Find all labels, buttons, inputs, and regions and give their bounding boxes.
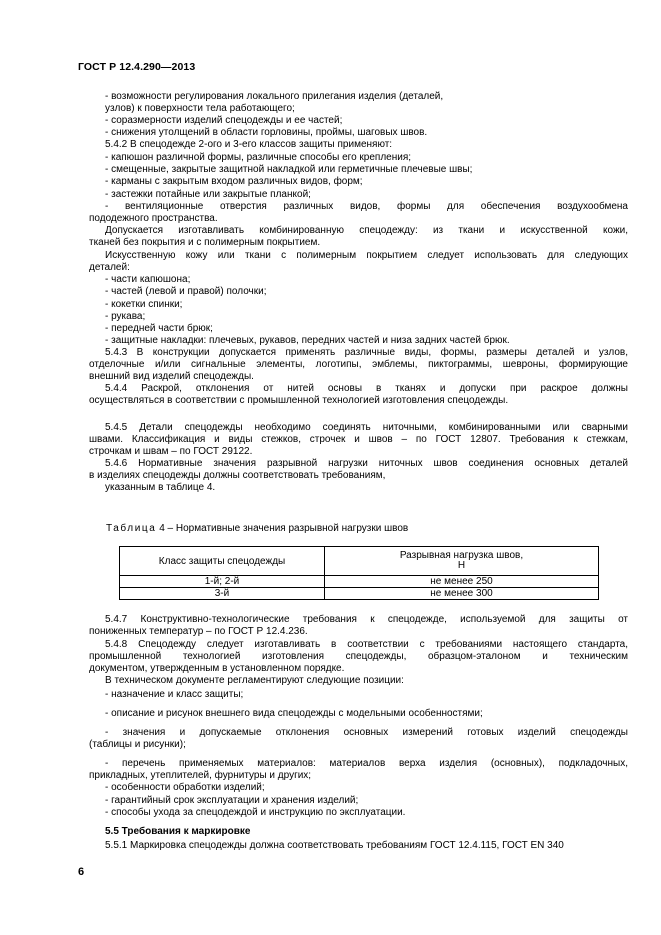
text-line: строчкам и швам – по ГОСТ 29122. xyxy=(89,446,253,457)
text-line: 5.4.8 Спецодежду следует изготавливать в соответствии с требованиями настоящего стандарта, xyxy=(105,639,628,650)
text-line: Искусственную кожу или ткани с полимерным покрытием следует использовать для следующих xyxy=(105,250,628,261)
text-line: 5.4.4 Раскрой, отклонения от нитей основы в тканях и допуски при раскрое должны xyxy=(105,383,628,394)
text-line: - способы ухода за спецодеждой и инструкцию по эксплуатации. xyxy=(105,807,406,818)
text-line: 5.4.6 Нормативные значения разрывной нагрузки ниточных швов соединения основных деталей xyxy=(105,458,628,469)
header-load-unit: Н xyxy=(457,560,466,571)
text-line: - защитные накладки: плечевых, рукавов, передних частей и низа задних частей брюк. xyxy=(105,335,510,346)
text-line: 5.4.3 В конструкции допускается применять различные виды, формы, размеры деталей и узлов, xyxy=(105,347,628,358)
text-line: В техническом документе регламентируют следующие позиции: xyxy=(105,675,404,686)
text-line: - карманы с закрытым входом различных видов, форм; xyxy=(105,176,363,187)
text-line: - передней части брюк; xyxy=(105,323,213,334)
text-line: деталей: xyxy=(89,262,130,273)
text-line: 5.4.5 Детали спецодежды необходимо соединять ниточными, комбинированными или сварными xyxy=(105,422,628,433)
text-line: - вентиляционные отверстия различных видов, формы для обеспечения воздухообмена xyxy=(105,201,628,212)
cell-load: не менее 300 xyxy=(325,588,599,600)
text-line: в изделиях спецодежды должны соответствовать требованиям, xyxy=(89,470,386,481)
cell-load: не менее 250 xyxy=(325,576,599,588)
text-line: указанным в таблице 4. xyxy=(105,482,216,493)
text-line: (таблицы и рисунки); xyxy=(89,739,186,750)
text-line: - значения и допускаемые отклонения основных измерений готовых изделий спецодежды xyxy=(105,727,628,738)
table-row xyxy=(120,576,599,588)
text-line: - застежки потайные или закрытые планкой; xyxy=(105,189,311,200)
header-class: Класс защиты спецодежды xyxy=(120,547,325,576)
section-heading: 5.5 Требования к маркировке xyxy=(105,826,251,837)
text-line: - соразмерности изделий спецодежды и ее частей; xyxy=(105,115,343,126)
cell-class: 3-й xyxy=(120,588,325,600)
text-line: - гарантийный срок эксплуатации и хранения изделий; xyxy=(105,795,359,806)
table-caption xyxy=(106,523,408,534)
table-4 xyxy=(119,546,599,600)
text-line: пододежного пространства. xyxy=(89,213,218,224)
text-line: пониженных температур – по ГОСТ Р 12.4.236. xyxy=(89,626,308,637)
text-line: внешний вид изделий спецодежды. xyxy=(89,371,254,382)
table-header-row xyxy=(120,547,599,576)
text-line: - смещенные, закрытые защитной накладкой или герметичные плечевые швы; xyxy=(105,164,473,175)
page-number: 6 xyxy=(78,866,85,878)
text-line: промышленной технологией изготовления спецодежды, образцом-эталоном и техническим xyxy=(89,651,628,662)
table-caption-label: Таблица xyxy=(106,523,157,534)
text-line: 5.5.1 Маркировка спецодежды должна соответствовать требованиям ГОСТ 12.4.115, ГОСТ EN 340 xyxy=(105,840,564,851)
table-row xyxy=(120,588,599,600)
text-line: 5.4.7 Конструктивно-технологические требования к спецодежде, используемой для защиты от xyxy=(105,614,628,625)
text-line: - капюшон различной формы, различные способы его крепления; xyxy=(105,152,412,163)
table-caption-text: 4 – Нормативные значения разрывной нагрузки швов xyxy=(156,523,409,534)
text-line: тканей без покрытия и с полимерным покрытием. xyxy=(89,237,321,248)
text-line: узлов) к поверхности тела работающего; xyxy=(105,103,295,114)
text-line: осуществляться в соответствии с промышленной технологией изготовления спецодежды. xyxy=(89,395,509,406)
text-line: - описание и рисунок внешнего вида спецодежды с модельными особенностями; xyxy=(105,708,483,719)
text-line: - снижения утолщений в области горловины, проймы, шаговых швов. xyxy=(105,127,428,138)
text-line: - частей (левой и правой) полочки; xyxy=(105,286,267,297)
text-line: Допускается изготавливать комбинированную спецодежду: из ткани и искусственной кожи, xyxy=(105,225,628,236)
document-header: ГОСТ Р 12.4.290—2013 xyxy=(78,61,196,73)
header-load xyxy=(325,547,599,576)
text-line: документом, утвержденным в установленном порядке. xyxy=(89,663,345,674)
text-line: прикладных, утеплителей, фурнитуры и других; xyxy=(89,770,312,781)
text-line: - назначение и класс защиты; xyxy=(105,689,244,700)
header-load-line1: Разрывная нагрузка швов, xyxy=(399,550,524,561)
text-line: - рукава; xyxy=(105,311,146,322)
text-line: - особенности обработки изделий; xyxy=(105,782,265,793)
text-line: - перечень применяемых материалов: материалов верха изделия (основных), подкладочных, xyxy=(105,758,628,769)
text-line: - части капюшона; xyxy=(105,274,191,285)
text-line: - кокетки спинки; xyxy=(105,299,183,310)
text-line: отделочные и/или сигнальные элементы, логотипы, эмблемы, пиктограммы, шевроны, формирующие xyxy=(89,359,628,370)
cell-class: 1-й; 2-й xyxy=(120,576,325,588)
text-line: - возможности регулирования локального прилегания изделия (деталей, xyxy=(105,91,444,102)
text-line: швами. Классификация и виды стежков, строчек и швов – по ГОСТ 12807. Требования к стежкам, xyxy=(89,434,628,445)
text-line: 5.4.2 В спецодежде 2-ого и 3-его классов защиты применяют: xyxy=(105,139,393,150)
